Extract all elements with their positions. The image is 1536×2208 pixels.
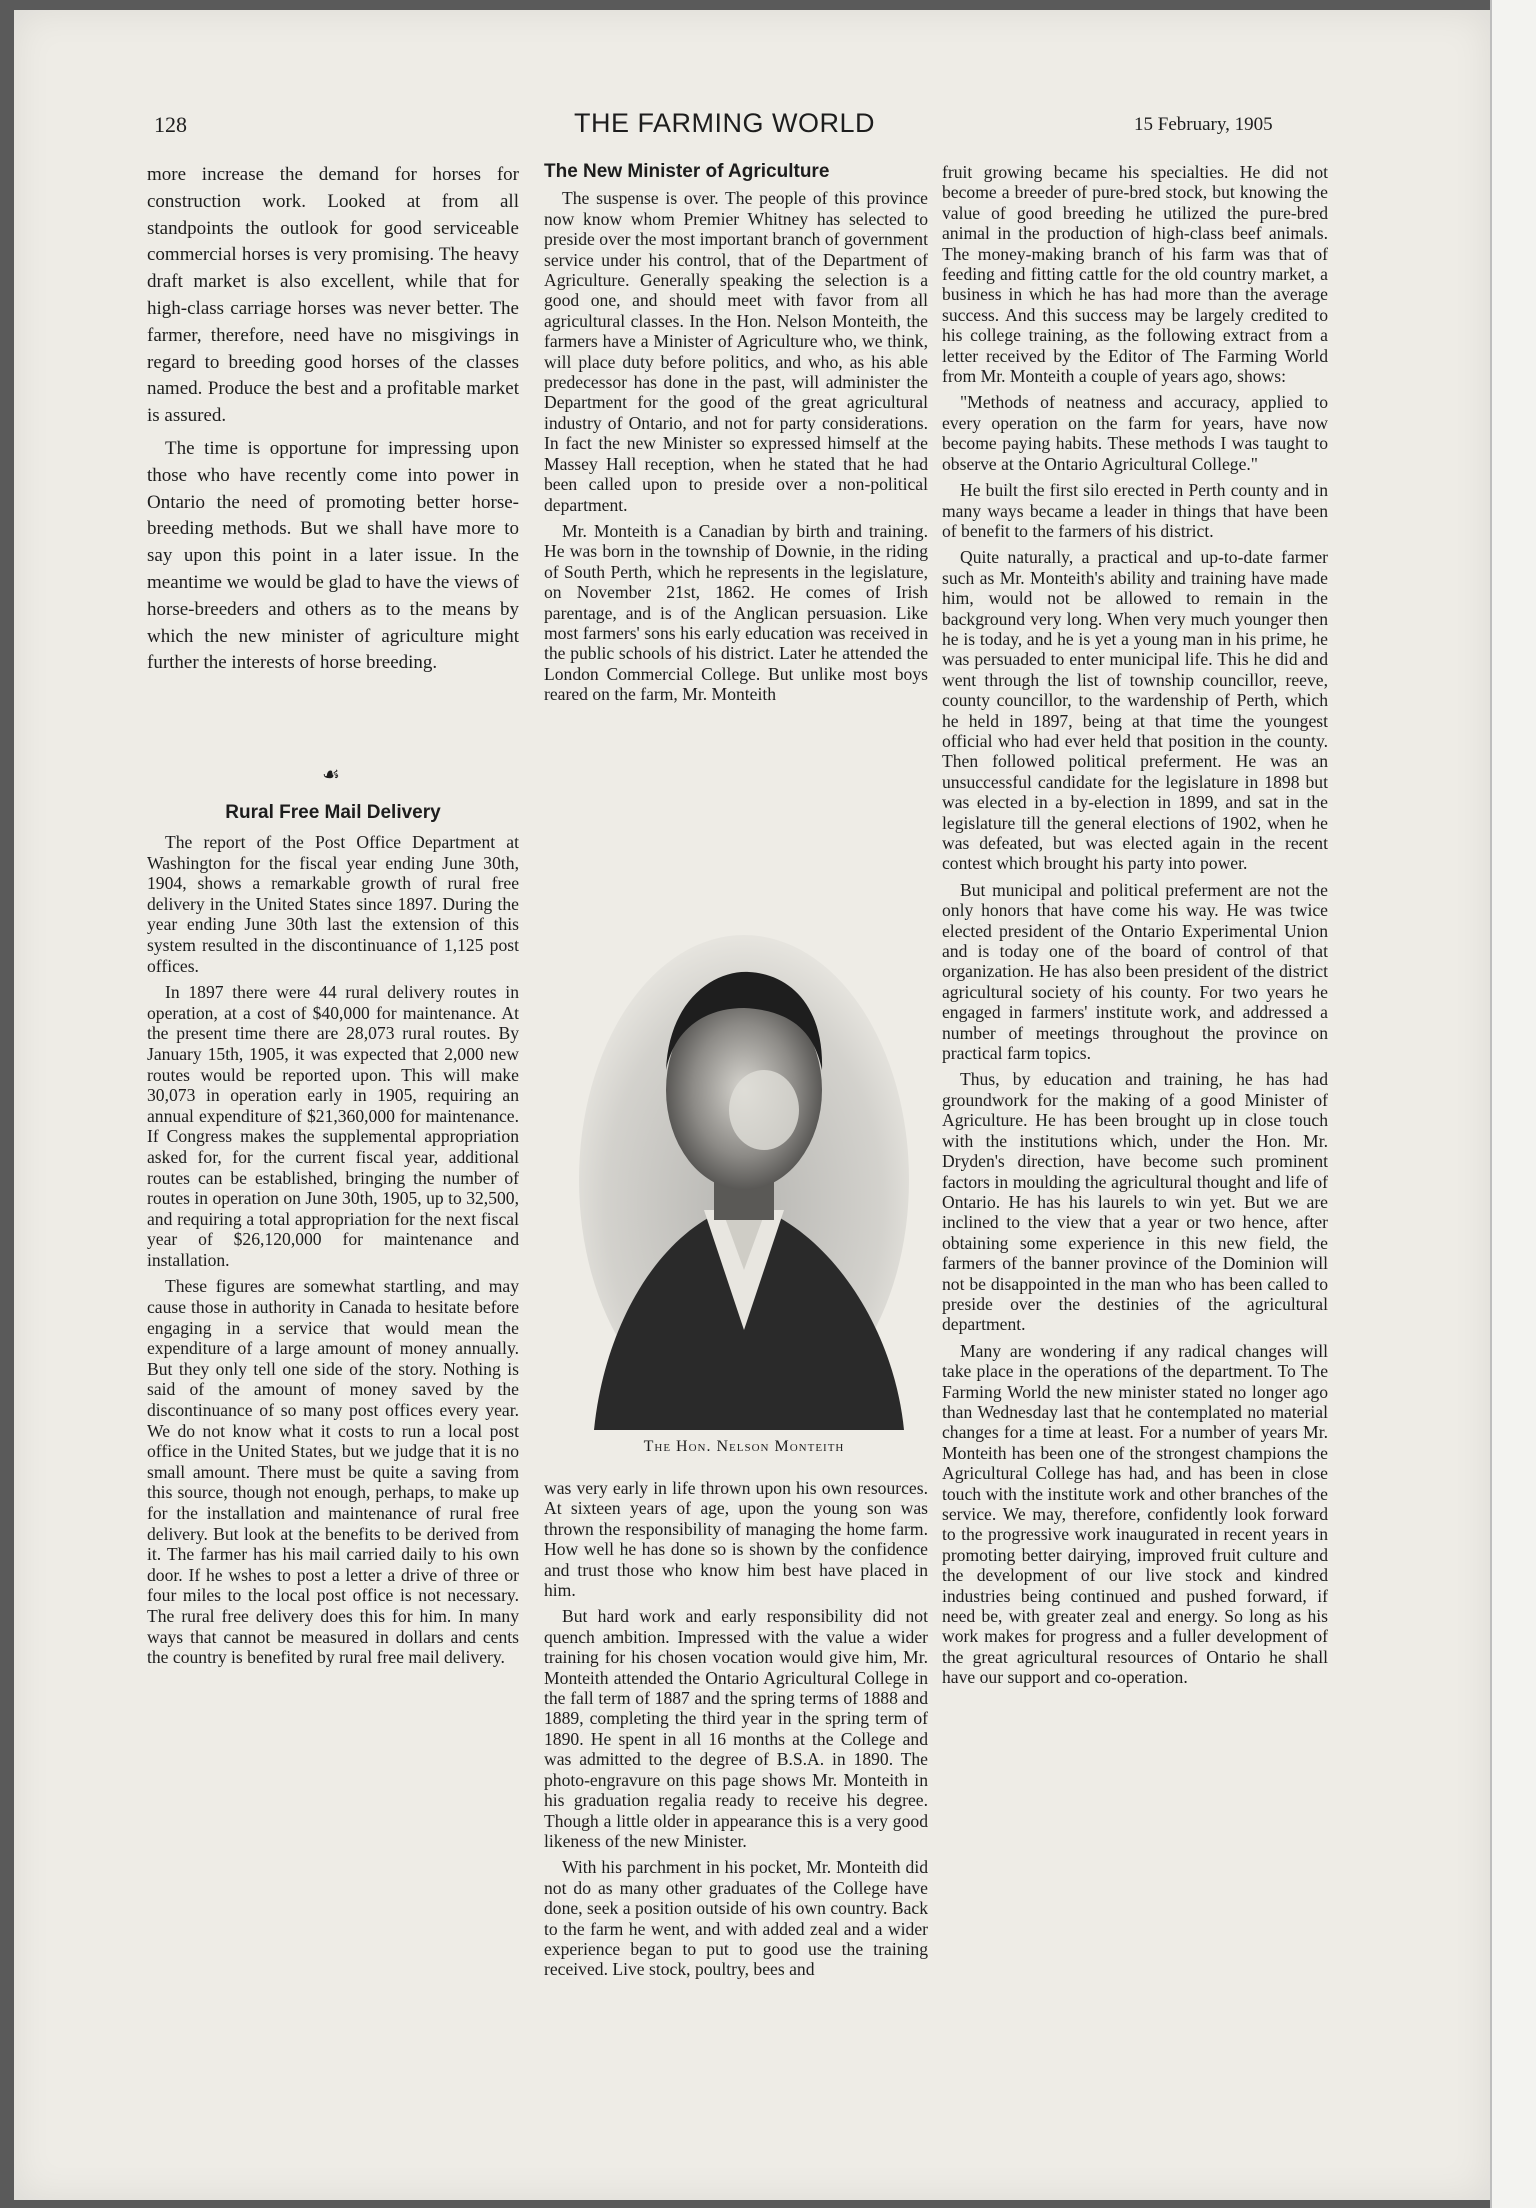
paragraph: He built the first silo erected in Perth county and in many ways became a leader in things that have been of benefit to the farmers of his district.: [942, 480, 1328, 541]
paragraph: But municipal and political preferment are not the only honors that have come his way. He was twice elected president of the Ontario Experimental Union and is today one of the board of control of that organization. He has also been president of the district agricultural society of his county. For two years he engaged in farmers' institute work, and addressed a number of meetings throughout the province on practical farm topics.: [942, 879, 1328, 1064]
page-number: 128: [154, 112, 187, 137]
page-header: [14, 108, 1490, 146]
portrait-image: [574, 910, 914, 1430]
column-left-top: [147, 162, 519, 683]
paragraph: was very early in life thrown upon his own resources. At sixteen years of age, upon the young son was thrown the responsibility of managing the home farm. How well he has done so is shown by the confidence and trust those who know him best have placed in him.: [544, 1478, 928, 1601]
portrait-caption: The Hon. Nelson Monteith: [643, 1438, 845, 1455]
paragraph: The time is opportune for impressing upon those who have recently come into power in Ontario the need of promoting better horse-breeding methods. But we shall have more to say upon this point in a later issue. In the meantime we would be glad to have the views of horse-breeders and others as to the means by which the new minister of agriculture might further the interests of horse breeding.: [147, 437, 519, 674]
paragraph: These figures are somewhat startling, and may cause those in authority in Canada to hesitate before engaging in a service that would mean the expenditure of a large amount of money annually. But they only tell one side of the story. Nothing is said of the amount of money saved by the discontinuance of so many post offices every year. We do not know what it costs to run a local post office in the United States, but we judge that it is no small amount. There must be quite a saving from this source, though not enough, perhaps, to make up for the installation and maintenance of rural free delivery. But look at the benefits to be derived from it. The farmer has his mail carried daily to his own door. If he wshes to post a letter a drive of three or four miles to the local post office is not necessary. The rural free delivery does this for him. In many ways that cannot be measured in dollars and cents the country is benefited by rural free mail delivery.: [147, 1276, 519, 1668]
column-left-bottom: [147, 832, 519, 1674]
newspaper-page: [14, 10, 1490, 2200]
article-heading-new-minister: The New Minister of Agriculture: [544, 161, 830, 182]
paragraph: "Methods of neatness and accuracy, applied to every operation on the farm for years, have now become paying habits. These methods I was taught to observe at the Ontario Agricultural College.": [942, 392, 1328, 474]
page-edge: [1490, 0, 1536, 2208]
paragraph: The suspense is over. The people of this province now know whom Premier Whitney has selected to preside over the most important branch of government service under his control, that of the Department of Agriculture. Generally speaking the selection is a good one, and should meet with favor from all agricultural classes. In the Hon. Nelson Monteith, the farmers have a Minister of Agriculture who, we think, will place duty before politics, and who, as his able predecessor has done in the past, will administer the Department for the good of the great agricultural industry of Ontario, and not for party considerations. In fact the new Minister so expressed himself at the Massey Hall reception, when he stated that he had been called upon to preside over a non-political department.: [544, 188, 928, 515]
article-heading-rural-free-mail: Rural Free Mail Delivery: [225, 802, 441, 823]
ornament-icon: ☙: [322, 764, 340, 786]
column-middle-bottom: [544, 1478, 928, 1986]
paragraph: Many are wondering if any radical changes will take place in the operations of the department. To The Farming World the new minister stated no longer ago than Wednesday last that he contemplated no material changes for a time at least. For a number of years Mr. Monteith has been one of the strongest champions the Agricultural College has had, and has been in close touch with the institute work and other branches of the service. We may, therefore, confidently look forward to the progressive work inaugurated in recent years in promoting better dairying, improved fruit culture and the development of our live stock and kindred industries being continued and pushed forward, if need be, with greater zeal and energy. So long as his work makes for progress and a fuller development of the great agricultural resources of Ontario he shall have our support and co-operation.: [942, 1340, 1328, 1688]
journal-title: THE FARMING WORLD: [574, 108, 876, 138]
paragraph: With his parchment in his pocket, Mr. Monteith did not do as many other graduates of the College have done, seek a position outside of his own country. Back to the farm he went, and with added zeal and a wider experience began to put to good use the training received. Live stock, poultry, bees and: [544, 1857, 928, 1980]
paragraph: The report of the Post Office Department at Washington for the fiscal year ending June 30th, 1904, shows a remarkable growth of rural free delivery in the United States since 1897. During the year ending June 30th last the extension of this system resulted in the discontinuance of 1,125 post offices.: [147, 832, 519, 976]
paragraph: Mr. Monteith is a Canadian by birth and training. He was born in the township of Downie, in the riding of South Perth, which he represents in the legislature, on November 21st, 1862. He comes of Irish parentage, and is of the Anglican persuasion. Like most farmers' sons his early education was received in the public schools of his district. Later he attended the London Commercial College. But unlike most boys reared on the farm, Mr. Monteith: [544, 520, 928, 705]
page-edge-line: [1490, 0, 1492, 2208]
paragraph: Thus, by education and training, he has had groundwork for the making of a good Minister of Agriculture. He has been brought up in close touch with the institutions which, under the Hon. Mr. Dryden's direction, have become such prominent factors in moulding the agricultural thought and life of Ontario. He has his laurels to win yet. But we are inclined to the view that a year or two hence, after obtaining some experience in this new field, the farmers of the banner province of the Dominion will not be disappointed in the man who has been called to preside over the destinies of the agricultural department.: [942, 1069, 1328, 1335]
paragraph: In 1897 there were 44 rural delivery routes in operation, at a cost of $40,000 for maintenance. At the present time there are 28,073 rural routes. By January 15th, 1905, it was expected that 2,000 new routes would be reported upon. This will make 30,073 in operation early in 1905, requiring an annual expenditure of $21,360,000 for maintenance. If Congress makes the supplemental appropriation asked for, for the current fiscal year, additional routes can be established, bringing the number of routes in operation on June 30th, 1905, up to 32,500, and requiring a total appropriation for the next fiscal year of $26,120,000 for maintenance and installation.: [147, 982, 519, 1270]
paragraph: But hard work and early responsibility did not quench ambition. Impressed with the value a wider training for his chosen vocation would give him, Mr. Monteith attended the Ontario Agricultural College in the fall term of 1887 and the spring terms of 1888 and 1889, completing the third year in the spring term of 1890. He spent in all 16 months at the College and was admitted to the degree of B.S.A. in 1890. The photo-engravure on this page shows Mr. Monteith in his graduation regalia ready to receive his degree. Though a little older in appearance this is a very good likeness of the new Minister.: [544, 1606, 928, 1851]
issue-date: 15 February, 1905: [1134, 114, 1273, 135]
column-middle-top: [544, 162, 928, 711]
column-right: [942, 162, 1328, 1694]
paragraph: fruit growing became his specialties. He did not become a breeder of pure-bred stock, but knowing the value of good breeding he utilized the pure-bred animal in the production of high-class beef animals. The money-making branch of his farm was that of feeding and fitting cattle for the old country market, a business in which he has had more than the average success. And this success may be largely credited to his college training, as the following extract from a letter received by the Editor of The Farming World from Mr. Monteith a couple of years ago, shows:: [942, 162, 1328, 387]
paragraph: more increase the demand for horses for construction work. Looked at from all standpoints the outlook for good serviceable commercial horses is very promising. The heavy draft market is also excellent, while that for high-class carriage horses was never better. The farmer, therefore, need have no misgivings in regard to breeding good horses of the classes named. Produce the best and a profitable market is assured.: [147, 164, 519, 427]
paragraph: Quite naturally, a practical and up-to-date farmer such as Mr. Monteith's ability and training have made him, would not be allowed to remain in the background very long. When very much younger then he is today, and he is yet a young man in his prime, he was persuaded to enter municipal life. This he did and went through the list of township councillor, reeve, county councillor, to the wardenship of Perth, which he held in 1897, being at that time the youngest official who had ever held that position in the county. Then followed political preferment. He was an unsuccessful candidate for the legislature in 1898 but was elected in a by-election in 1899, and sat in the legislature till the general elections of 1902, when he was defeated, but was elected again in the recent contest which brought his party into power.: [942, 547, 1328, 874]
